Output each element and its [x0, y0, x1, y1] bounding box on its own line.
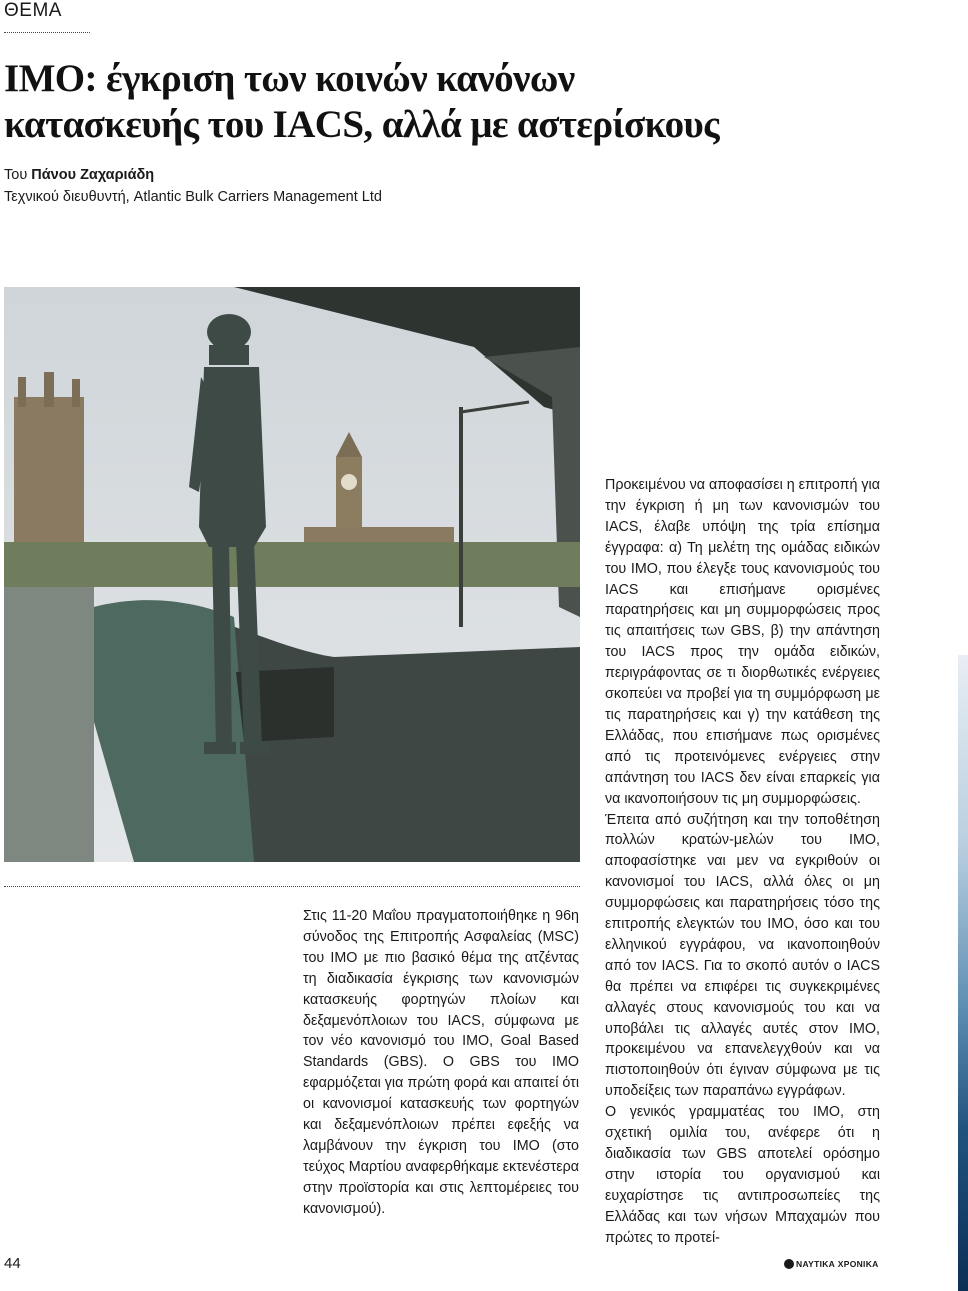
statue-photo-icon [4, 287, 580, 862]
byline [4, 164, 382, 208]
paragraph: Στις 11-20 Μαΐου πραγματοποιήθηκε η 96η σύνοδος της Επιτροπής Ασφαλείας (MSC) του IMO με πιο βασικό θέμα της ατζέντας τη διαδικασία έγκρισης των κανονισμών κατασκευής φορτηγών πλοίων και δεξαμενόπλοιων του IACS, σύμφωνα με τον νέο κανονισμό του IMO, Goal Based Standards (GBS). O GBS του IMO εφαρμόζεται για πρώτη φορά και απαιτεί ότι οι κανονισμοί κατασκευής των φορτηγών και δεξαμενόπλοιων πρέπει εφεξής να λαμβάνουν την έγκριση του IMO (στο τεύχος Μαρτίου αναφερθήκαμε εκτενέστερα στην προϊστορία και στις λεπτομέρειες του κανονισμού). [303, 908, 579, 1217]
page-number: 44 [4, 1255, 21, 1272]
magazine-logo-icon [784, 1259, 794, 1269]
article-headline [4, 56, 764, 148]
header-divider [4, 32, 90, 33]
edge-image-strip [958, 655, 968, 1291]
article-column-right [605, 475, 880, 1249]
author-position: Τεχνικού διευθυντή, Atlantic Bulk Carriers Management Ltd [4, 189, 382, 205]
headline-line-2: κατασκευής του IACS, αλλά με αστερίσκους [4, 103, 719, 146]
article-photo [4, 287, 580, 862]
author-name: Πάνου Ζαχαριάδη [31, 167, 155, 183]
paragraph: Προκειμένου να αποφασίσει η επιτροπή για την έγκριση ή μη των κανονισμών του IACS, έλαβε υπόψη της τρία επίσημα έγγραφα: α) Τη μελέτη της ομάδας ειδικών του IMO, που έλεγξε τους κανονισμούς του IACS και επισήμανε ορισμένες παρατηρήσεις και μη συμμορφώσεις προς τις απαιτήσεις των GBS, β) την απάντηση του IACS προς την ομάδα ειδικών, περιγράφοντας σε τι διορθωτικές ενέργειες σκοπεύει να προβεί για τη συμμόρφωση με τις παρατηρήσεις και γ) την κατάθεση της Ελλάδας, που επισήμανε πως ορισμένες από τις προτεινόμενες ενέργειες στην απάντηση του IACS δεν είναι επαρκείς για να ικανοποιήσουν τις μη συμμορφώσεις. [605, 477, 880, 807]
section-label: ΘΕΜΑ [4, 0, 62, 21]
paragraph: Έπειτα από συζήτηση και την τοποθέτηση πολλών κρατών-μελών του IMO, αποφασίστηκε ναι μεν να εγκριθούν οι κανονισμοί του IACS, αλλά όλες οι μη συμμορφώσεις και παρατηρήσεις τόσο της επιτροπής ελεγκτών του IMO, όσο και του ελληνικού εγγράφου, να ικανοποιηθούν από τον IACS. Για το σκοπό αυτόν ο IACS θα πρέπει να επιφέρει τις συγκεκριμένες αλλαγές στους κανονισμούς του και να υποβάλει τις αλλαγές αυτές στον IMO, προκειμένου να επανελεγχθούν και να πιστοποιηθούν ότι έγιναν σύμφωνα με τις υποδείξεις των παραπάνω εγγράφων. [605, 811, 880, 1100]
paragraph: Ο γενικός γραμματέας του IMO, στη σχετική ομιλία του, ανέφερε ότι η διαδικασία των GBS αποτελεί ορόσημο στην ιστορία του οργανισμού και ευχαρίστησε τις αντιπροσωπείες της Ελλάδας και των νήσων Μπαχαμών που πρώτες το προτεί- [605, 1104, 880, 1246]
photo-divider [4, 886, 580, 887]
article-column-middle [303, 906, 579, 1220]
headline-line-1: ΙΜΟ: έγκριση των κοινών κανόνων [4, 57, 575, 100]
magazine-title: ΝΑΥΤΙΚΑ ΧΡΟΝΙΚΑ [796, 1259, 879, 1269]
byline-prefix: Του [4, 167, 28, 183]
